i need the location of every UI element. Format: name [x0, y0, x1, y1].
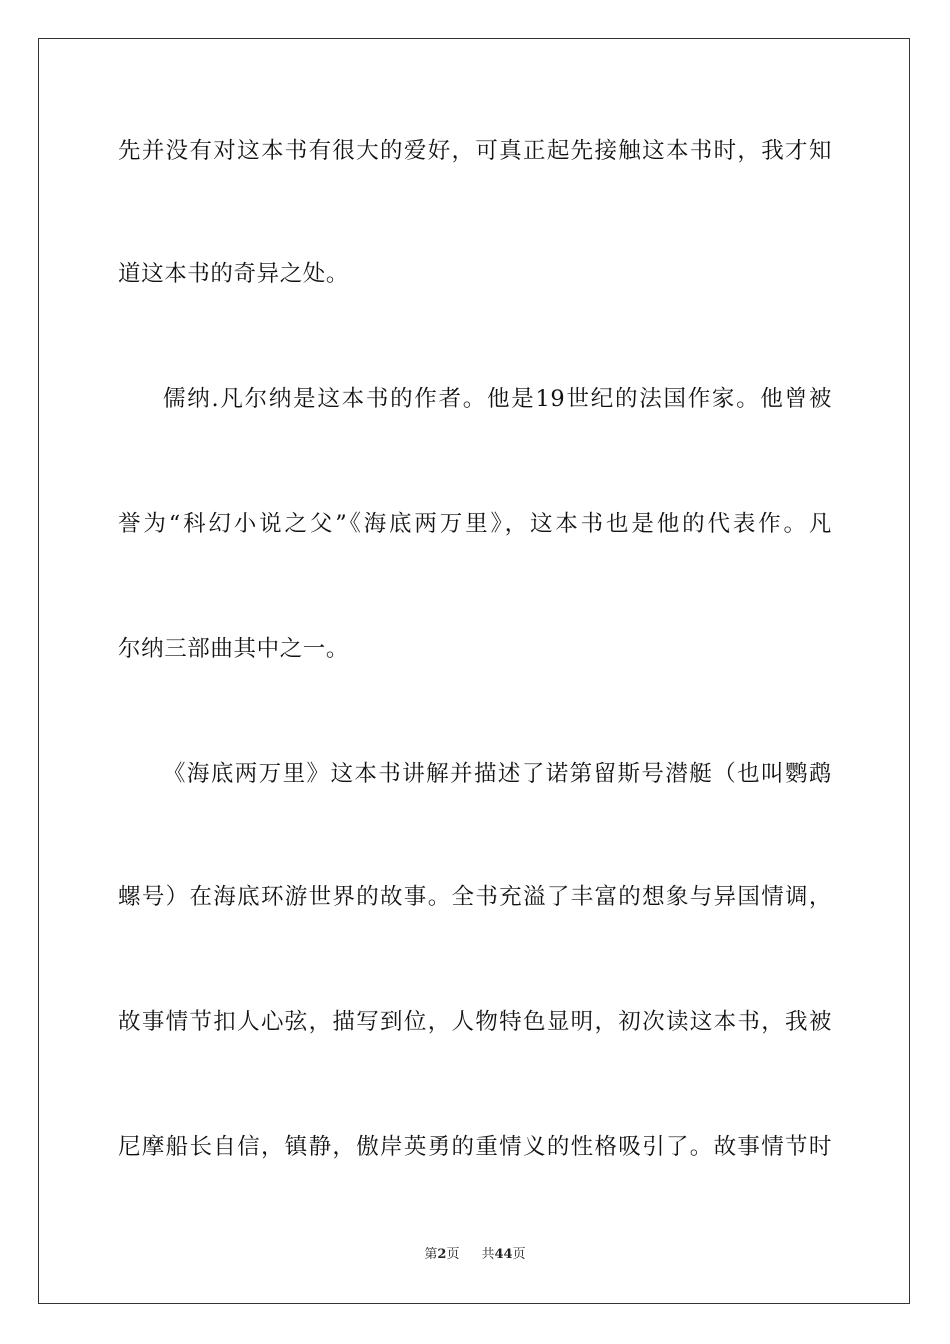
text-line-3: 儒纳.凡尔纳是这本书的作者。他是19世纪的法国作家。他曾被: [163, 386, 832, 412]
text-line-8: 故事情节扣人心弦，描写到位，人物特色显明，初次读这本书，我被: [118, 1009, 832, 1035]
text-line-1: 先并没有对这本书有很大的爱好，可真正起先接触这本书时，我才知: [118, 138, 832, 164]
text-line-2: 道这本书的奇异之处。: [118, 261, 350, 287]
text-line-7: 螺号）在海底环游世界的故事。全书充溢了丰富的想象与异国情调，: [118, 884, 832, 910]
footer-total-prefix: 共: [481, 1247, 495, 1262]
text-line-5: 尔纳三部曲其中之一。: [118, 636, 350, 662]
text-line-6: 《海底两万里》这本书讲解并描述了诺第留斯号潜艇（也叫鹦鹉: [163, 761, 832, 787]
footer-total-suffix: 页: [512, 1247, 526, 1262]
footer-page-suffix: 页: [446, 1247, 460, 1262]
text-line-9: 尼摩船长自信，镇静，傲岸英勇的重情义的性格吸引了。故事情节时: [118, 1134, 832, 1160]
page-border: [38, 38, 910, 1304]
footer-total-pages: 44: [494, 1247, 513, 1262]
page-footer: [0, 1246, 950, 1264]
footer-page-number: 2: [437, 1247, 447, 1262]
text-line-4: 誉为“科幻小说之父”《海底两万里》，这本书也是他的代表作。凡: [118, 511, 832, 537]
footer-page-prefix: 第: [424, 1247, 438, 1262]
